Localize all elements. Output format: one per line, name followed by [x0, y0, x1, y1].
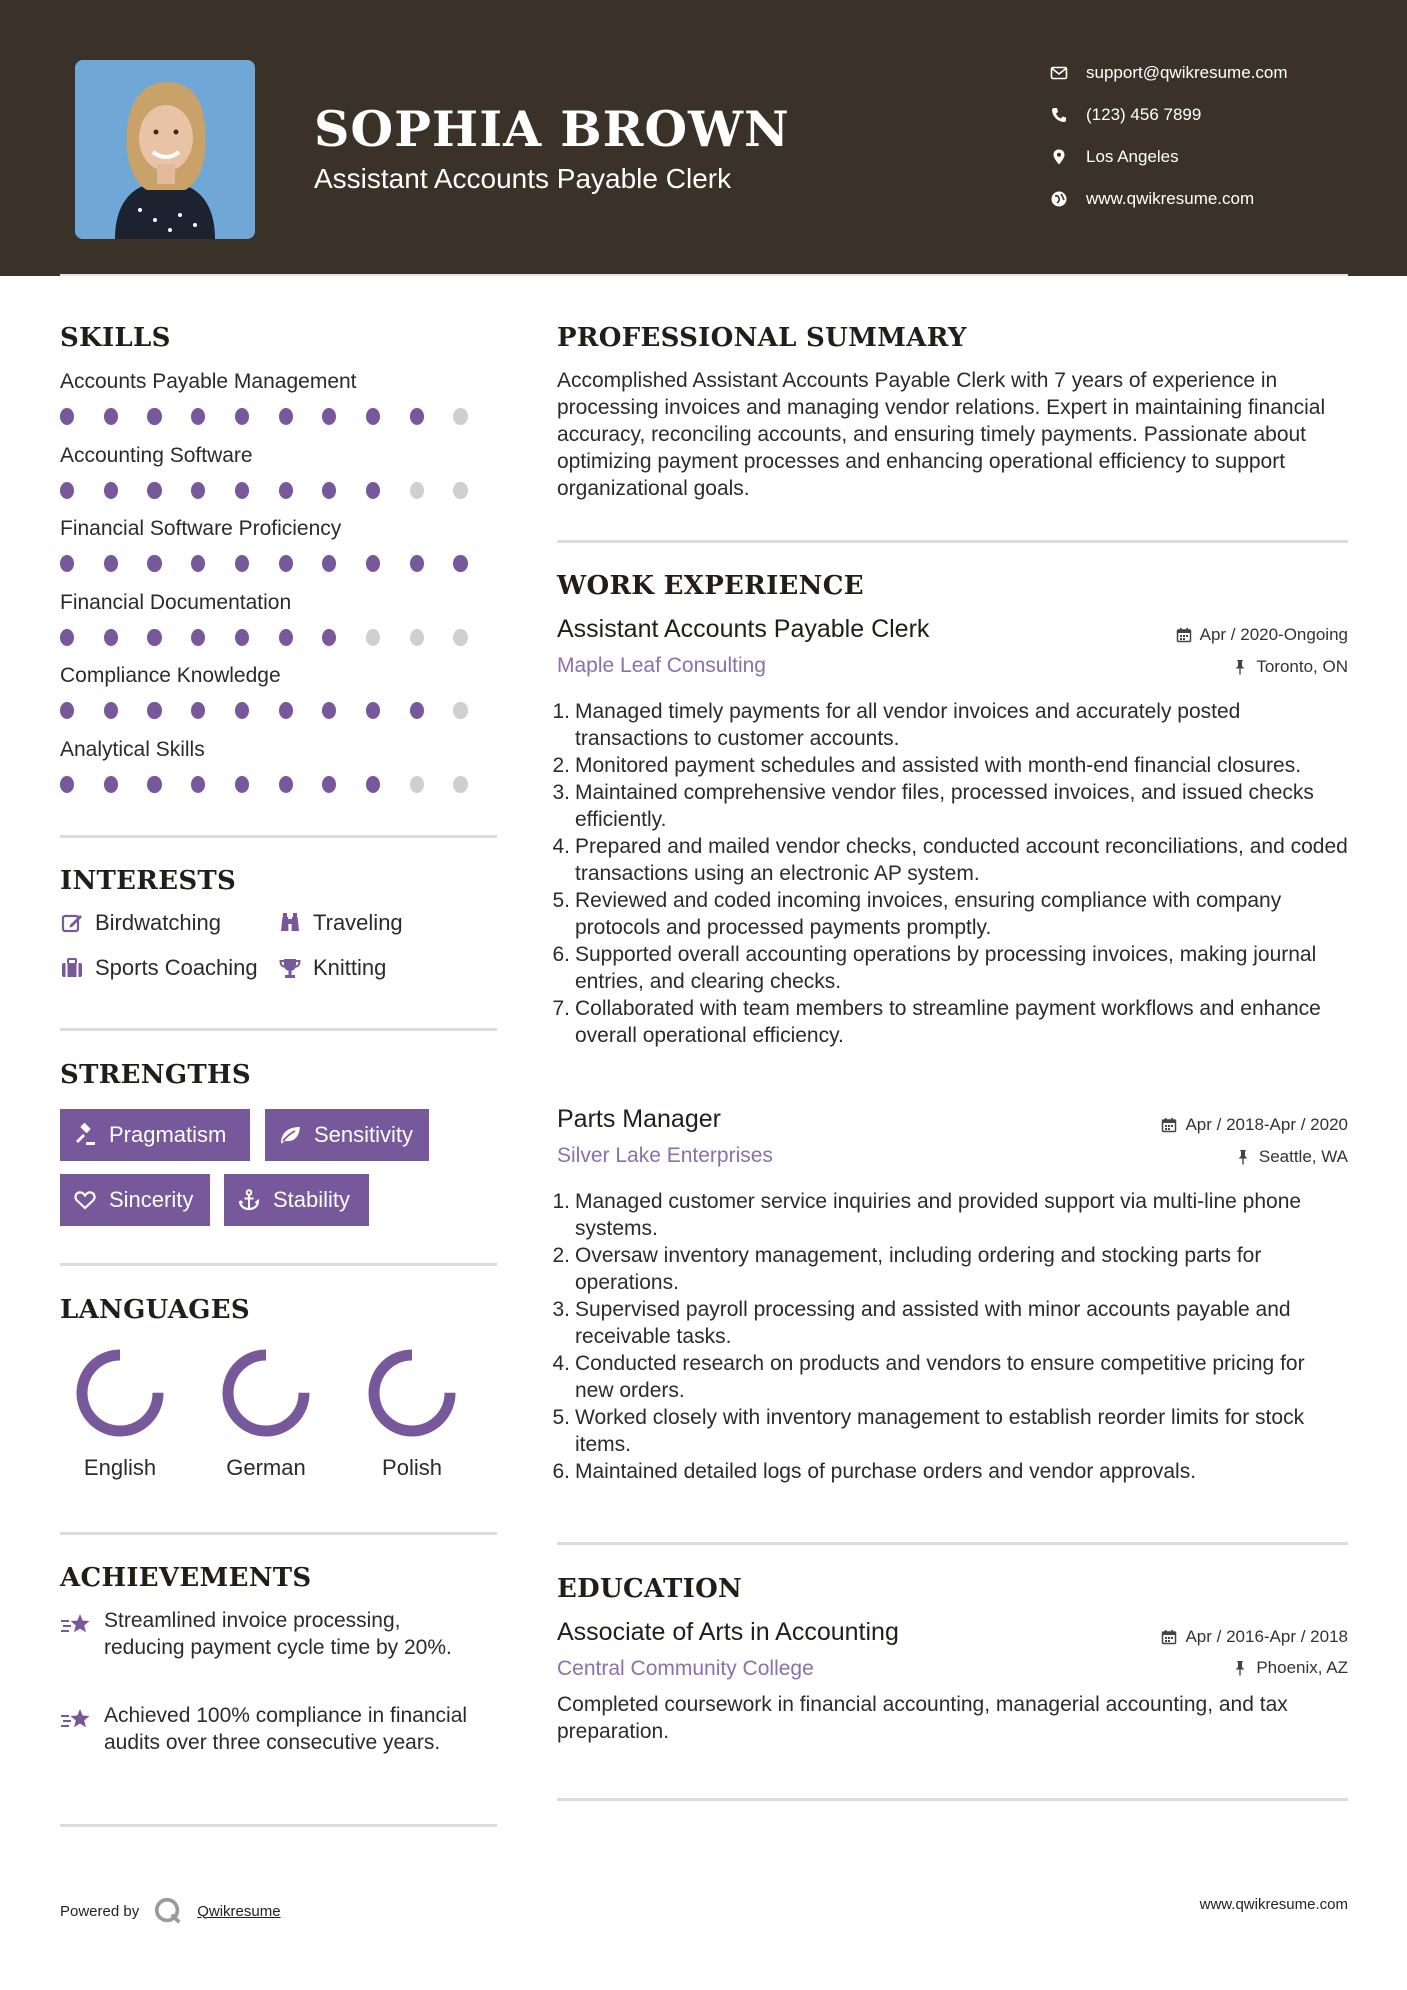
shooting-star-icon [60, 1611, 92, 1639]
languages-heading: LANGUAGES [60, 1295, 250, 1325]
achievement-item: Streamlined invoice processing, reducing payment cycle time by 20%. [60, 1607, 480, 1661]
rating-dot [60, 482, 74, 499]
rating-dot [60, 408, 74, 425]
bullet-number: 6. [552, 943, 570, 966]
language-level-arc [82, 1355, 158, 1431]
rating-dot [279, 408, 293, 425]
skill-item [60, 591, 497, 665]
rating-dot [104, 702, 118, 719]
rating-dot [235, 702, 249, 719]
rating-dot [453, 482, 467, 499]
footer-url[interactable]: www.qwikresume.com [1199, 1896, 1348, 1913]
bullet-number: 2. [552, 754, 570, 777]
job-bullet [552, 995, 1348, 1049]
job-location: Seattle, WA [1235, 1147, 1348, 1167]
language-level-ring [218, 1345, 314, 1441]
bullet-number: 3. [552, 781, 570, 804]
job-bullet [552, 698, 1348, 752]
strengths-section [60, 1060, 497, 1090]
rating-dot [366, 629, 380, 646]
rating-dot [60, 702, 74, 719]
job-bullet [552, 1242, 1348, 1296]
job-bullet [552, 1458, 1348, 1485]
envelope-icon [1050, 64, 1086, 82]
calendar-icon [1161, 1629, 1177, 1645]
rating-dot [191, 702, 205, 719]
school-name: Central Community College [557, 1657, 814, 1680]
rating-dot [191, 555, 205, 572]
strength-badge-sensitivity: Sensitivity [265, 1109, 429, 1161]
interest-sports-coaching: Sports Coaching [60, 955, 258, 981]
strengths-heading: STRENGTHS [60, 1060, 251, 1090]
strength-badge-stability: Stability [224, 1174, 369, 1226]
header-divider [60, 274, 1348, 276]
rating-dot [235, 408, 249, 425]
degree-title: Associate of Arts in Accounting [557, 1618, 899, 1646]
skills-heading: SKILLS [60, 323, 171, 353]
interests-section [60, 866, 497, 896]
contact-website[interactable]: www.qwikresume.com [1050, 178, 1370, 220]
job-entry [557, 1105, 1348, 1165]
rating-dot [279, 555, 293, 572]
job-bullet [552, 1296, 1348, 1350]
divider [60, 1824, 497, 1827]
bullet-text: Supervised payroll processing and assisted with minor accounts payable and receivable tasks. [575, 1298, 1291, 1348]
rating-dot [104, 776, 118, 793]
bullet-number: 4. [552, 835, 570, 858]
rating-dot [60, 629, 74, 646]
rating-dot [453, 408, 467, 425]
skill-rating [60, 776, 497, 793]
qwikresume-logo-icon [153, 1896, 183, 1926]
skill-label: Accounts Payable Management [60, 370, 357, 393]
rating-dot [147, 776, 161, 793]
bullet-number: 6. [552, 1460, 570, 1483]
job-bullet [552, 1404, 1348, 1458]
job-title: Parts Manager [557, 1105, 721, 1133]
globe-icon [1050, 190, 1086, 208]
candidate-name: SOPHIA BROWN [314, 100, 790, 158]
divider [557, 1542, 1348, 1545]
shooting-star-icon [60, 1706, 92, 1734]
rating-dot [453, 555, 467, 572]
skill-label: Financial Documentation [60, 590, 292, 614]
pushpin-icon [1235, 1149, 1251, 1165]
skill-item [60, 664, 497, 738]
bullet-text: Reviewed and coded incoming invoices, ensuring compliance with company protocols and processed payments promptly. [575, 889, 1282, 939]
bullet-text: Monitored payment schedules and assisted with month-end financial closures. [575, 754, 1302, 777]
edit-icon [60, 911, 84, 935]
job-bullet [552, 833, 1348, 887]
language-level-ring [364, 1345, 460, 1441]
rating-dot [366, 408, 380, 425]
rating-dot [147, 408, 161, 425]
interest-birdwatching: Birdwatching [60, 910, 221, 936]
rating-dot [147, 482, 161, 499]
achievements-section [60, 1563, 497, 1593]
job-company: Silver Lake Enterprises [557, 1144, 773, 1167]
rating-dot [147, 629, 161, 646]
experience-section [557, 571, 1348, 601]
achievement-item: Achieved 100% compliance in financial audits over three consecutive years. [60, 1702, 480, 1756]
skills-list [60, 370, 497, 811]
anchor-icon [237, 1188, 261, 1212]
profile-photo [75, 60, 255, 239]
rating-dot [410, 776, 424, 793]
skill-label: Accounting Software [60, 443, 253, 467]
rating-dot [410, 702, 424, 719]
bullet-number: 5. [552, 889, 570, 912]
bullet-number: 1. [552, 1190, 570, 1213]
bullet-text: Conducted research on products and vendors to ensure competitive pricing for new orders. [575, 1352, 1305, 1402]
divider [557, 540, 1348, 543]
contact-list [1050, 52, 1370, 220]
job-date: Apr / 2020-Ongoing [1176, 625, 1348, 645]
rating-dot [322, 702, 336, 719]
bullet-text: Worked closely with inventory management to establish reorder limits for stock items. [575, 1406, 1305, 1456]
job-date: Apr / 2018-Apr / 2020 [1161, 1115, 1348, 1135]
language-label: English [83, 1455, 157, 1480]
rating-dot [366, 555, 380, 572]
briefcase-icon [60, 956, 84, 980]
rating-dot [279, 482, 293, 499]
rating-dot [322, 776, 336, 793]
job-entry [557, 615, 1348, 675]
bullet-text: Managed customer service inquiries and provided support via multi-line phone systems. [575, 1190, 1302, 1240]
trophy-icon [278, 956, 302, 980]
rating-dot [322, 629, 336, 646]
rating-dot [147, 555, 161, 572]
divider [60, 835, 497, 838]
language-level-arc [228, 1355, 304, 1431]
job-bullet [552, 941, 1348, 995]
rating-dot [279, 629, 293, 646]
skill-item [60, 517, 497, 591]
skill-label: Compliance Knowledge [60, 664, 281, 687]
skill-rating [60, 408, 497, 425]
language-item [201, 1345, 331, 1481]
rating-dot [191, 629, 205, 646]
rating-dot [191, 408, 205, 425]
education-text: Completed coursework in financial accounting, managerial accounting, and tax preparation. [557, 1693, 1288, 1743]
strength-badge-sincerity: Sincerity [60, 1174, 210, 1226]
phone-icon [1050, 106, 1086, 124]
job-company: Maple Leaf Consulting [557, 654, 766, 677]
language-label: Polish [382, 1455, 442, 1480]
contact-email[interactable]: support@qwikresume.com [1050, 52, 1370, 94]
rating-dot [235, 555, 249, 572]
bullet-text: Oversaw inventory management, including ordering and stocking parts for operations. [575, 1244, 1262, 1294]
rating-dot [60, 555, 74, 572]
skill-item [60, 370, 497, 444]
summary-heading: PROFESSIONAL SUMMARY [557, 323, 967, 353]
bullet-text: Maintained detailed logs of purchase orders and vendor approvals. [575, 1460, 1197, 1483]
strength-badge-pragmatism: Pragmatism [60, 1109, 250, 1161]
achievements-heading: ACHIEVEMENTS [60, 1563, 312, 1593]
education-section [557, 1574, 1348, 1604]
skill-rating [60, 555, 497, 572]
rating-dot [453, 629, 467, 646]
rating-dot [366, 776, 380, 793]
rating-dot [191, 482, 205, 499]
rating-dot [410, 629, 424, 646]
rating-dot [147, 702, 161, 719]
education-heading: EDUCATION [557, 1574, 743, 1604]
education-date: Apr / 2016-Apr / 2018 [1161, 1627, 1348, 1647]
rating-dot [235, 776, 249, 793]
rating-dot [410, 482, 424, 499]
rating-dot [104, 408, 118, 425]
bullet-text: Supported overall accounting operations by processing invoices, making journal entries, and clearing checks. [575, 943, 1317, 993]
skill-label: Analytical Skills [60, 737, 205, 761]
skill-rating [60, 629, 497, 646]
bullet-number: 5. [552, 1406, 570, 1429]
map-pin-icon [1050, 148, 1086, 166]
experience-heading: WORK EXPERIENCE [557, 571, 864, 601]
job-title: Assistant Accounts Payable Clerk [557, 615, 930, 643]
divider [60, 1263, 497, 1266]
summary-section [557, 323, 1348, 502]
contact-location: Los Angeles [1050, 136, 1370, 178]
job-bullet [552, 779, 1348, 833]
heart-icon [73, 1188, 97, 1212]
interest-traveling: Traveling [278, 910, 403, 936]
summary-text: Accomplished Assistant Accounts Payable Clerk with 7 years of experience in processing invoices and managing vendor relations. Expert in maintaining financial accuracy, reconciling accounts, and ensuring timely payments. Passionate about optimizing payment processes and enhancing operational efficiency to support organizational goals. [557, 369, 1326, 500]
rating-dot [279, 776, 293, 793]
divider [60, 1532, 497, 1535]
divider [60, 1028, 497, 1031]
bullet-text: Managed timely payments for all vendor invoices and accurately posted transactions to customer accounts. [575, 700, 1241, 750]
bullet-number: 2. [552, 1244, 570, 1267]
qwikresume-link[interactable]: Qwikresume [197, 1902, 281, 1920]
rating-dot [322, 408, 336, 425]
language-level-arc [374, 1355, 450, 1431]
skill-item [60, 444, 497, 518]
rating-dot [104, 555, 118, 572]
rating-dot [60, 776, 74, 793]
job-bullet [552, 1188, 1348, 1242]
rating-dot [410, 408, 424, 425]
bullet-number: 1. [552, 700, 570, 723]
resume-header [0, 0, 1407, 276]
bullet-number: 3. [552, 1298, 570, 1321]
rating-dot [366, 482, 380, 499]
interests-heading: INTERESTS [60, 866, 237, 896]
footer-powered-by: Powered by Qwikresume [60, 1896, 281, 1926]
rating-dot [104, 482, 118, 499]
education-entry [557, 1618, 1348, 1682]
contact-phone[interactable]: (123) 456 7899 [1050, 94, 1370, 136]
rating-dot [279, 702, 293, 719]
rating-dot [453, 776, 467, 793]
calendar-icon [1161, 1117, 1177, 1133]
bullet-text: Collaborated with team members to streamline payment workflows and enhance overall operational efficiency. [575, 997, 1321, 1047]
bullet-number: 7. [552, 997, 570, 1020]
interest-knitting: Knitting [278, 955, 386, 981]
job-bullet [552, 887, 1348, 941]
skill-label: Financial Software Proficiency [60, 517, 342, 540]
leaf-icon [278, 1123, 302, 1147]
rating-dot [410, 555, 424, 572]
divider [557, 1798, 1348, 1801]
bullet-number: 4. [552, 1352, 570, 1375]
skill-rating [60, 702, 497, 719]
language-item [347, 1345, 477, 1481]
rating-dot [235, 629, 249, 646]
rating-dot [322, 482, 336, 499]
pushpin-icon [1232, 659, 1248, 675]
job-bullet [552, 752, 1348, 779]
rating-dot [191, 776, 205, 793]
languages-section [60, 1295, 497, 1325]
calendar-icon [1176, 627, 1192, 643]
job-location: Toronto, ON [1232, 657, 1348, 677]
skills-section [60, 323, 497, 811]
gavel-icon [73, 1123, 97, 1147]
language-level-ring [72, 1345, 168, 1441]
pushpin-icon [1232, 1660, 1248, 1676]
job-bullet [552, 1350, 1348, 1404]
education-location: Phoenix, AZ [1232, 1658, 1348, 1678]
job-bullets [552, 1188, 1348, 1485]
candidate-role: Assistant Accounts Payable Clerk [314, 163, 732, 194]
job-bullets [552, 698, 1348, 1049]
bullet-text: Prepared and mailed vendor checks, conducted account reconciliations, and coded transactions using an electronic AP system. [575, 835, 1348, 885]
skill-item [60, 738, 497, 812]
language-item [55, 1345, 185, 1481]
rating-dot [366, 702, 380, 719]
skill-rating [60, 482, 497, 499]
rating-dot [104, 629, 118, 646]
bullet-text: Maintained comprehensive vendor files, processed invoices, and issued checks efficiently. [575, 781, 1314, 831]
binoculars-icon [278, 911, 302, 935]
language-label: German [226, 1455, 306, 1480]
rating-dot [322, 555, 336, 572]
rating-dot [235, 482, 249, 499]
rating-dot [453, 702, 467, 719]
